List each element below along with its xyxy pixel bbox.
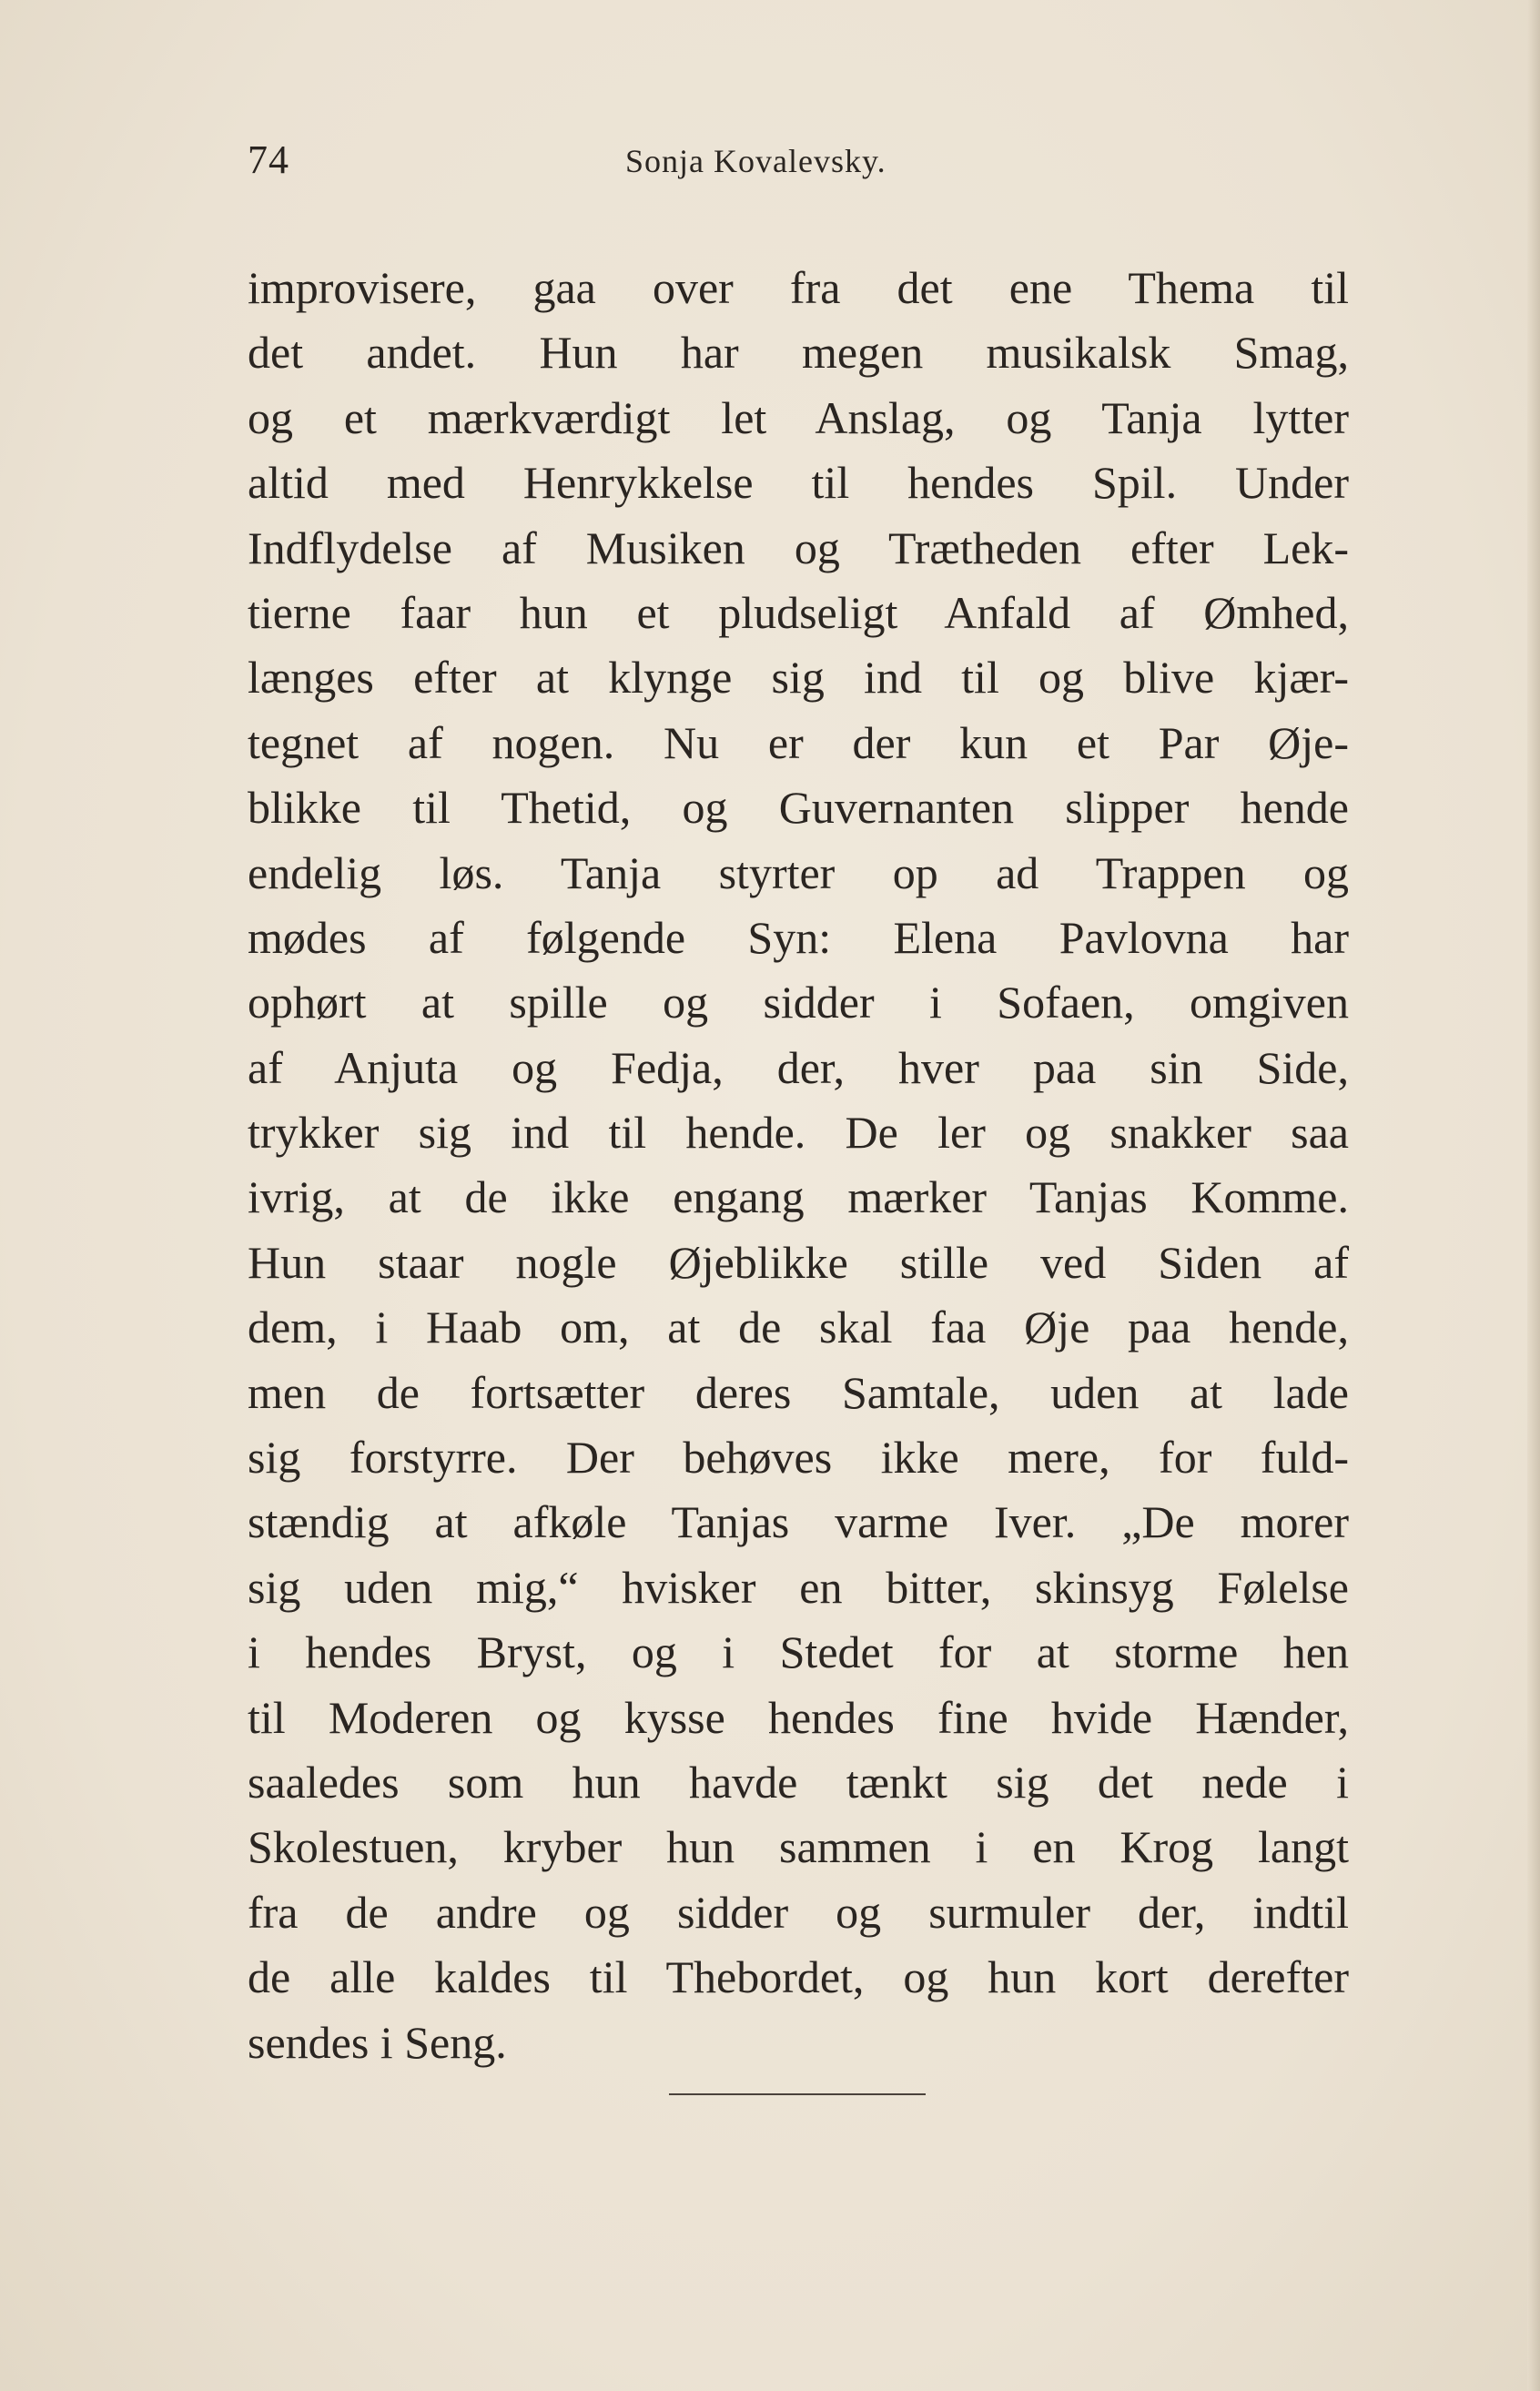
text-line: altid med Henrykkelse til hendes Spil. Under [248, 457, 1349, 509]
page-number: 74 [248, 137, 289, 182]
page-edge [1527, 0, 1540, 2391]
text-line: tierne faar hun et pludseligt Anfald af Ømhed, [248, 586, 1349, 638]
text-line: det andet. Hun har megen musikalsk Smag, [248, 327, 1349, 379]
text-line: i hendes Bryst, og i Stedet for at storme hen [248, 1626, 1349, 1678]
text-line: Indflydelse af Musiken og Trætheden efter Lek- [248, 522, 1349, 573]
text-line: de alle kaldes til Thebordet, og hun kort derefter [248, 1951, 1349, 2003]
text-line: sendes i Seng. [248, 2016, 507, 2068]
running-title: Sonja Kovalevsky. [625, 143, 887, 179]
text-line: fra de andre og sidder og surmuler der, indtil [248, 1886, 1349, 1938]
text-line: Hun staar nogle Øjeblikke stille ved Siden af [248, 1236, 1349, 1288]
text-line: stændig at afkøle Tanjas varme Iver. „De morer [248, 1496, 1349, 1548]
text-line: ivrig, at de ikke engang mærker Tanjas Komme. [248, 1171, 1349, 1223]
text-line: længes efter at klynge sig ind til og blive kjær- [248, 652, 1349, 704]
section-end-rule [669, 2093, 926, 2095]
text-line: sig forstyrre. Der behøves ikke mere, for fuld- [248, 1432, 1349, 1484]
text-line: ophørt at spille og sidder i Sofaen, omgiven [248, 977, 1349, 1028]
text-line: improvisere, gaa over fra det ene Thema til [248, 262, 1349, 313]
text-line: dem, i Haab om, at de skal faa Øje paa hende, [248, 1302, 1349, 1353]
text-line: saaledes som hun havde tænkt sig det nede i [248, 1756, 1349, 1808]
text-line: tegnet af nogen. Nu er der kun et Par Øje- [248, 716, 1349, 768]
text-line: sig uden mig,“ hvisker en bitter, skinsyg Følelse [248, 1561, 1349, 1613]
text-line: trykker sig ind til hende. De ler og snakker saa [248, 1107, 1349, 1159]
text-line: af Anjuta og Fedja, der, hver paa sin Side, [248, 1041, 1349, 1093]
text-line: endelig løs. Tanja styrter op ad Trappen og [248, 846, 1349, 898]
text-line: til Moderen og kysse hendes fine hvide Hænder, [248, 1691, 1349, 1743]
text-line: og et mærkværdigt let Anslag, og Tanja lytter [248, 391, 1349, 443]
page-header [248, 137, 1358, 191]
text-line: blikke til Thetid, og Guvernanten slipper hende [248, 782, 1349, 834]
text-line: Skolestuen, kryber hun sammen i en Krog langt [248, 1821, 1349, 1873]
text-line: mødes af følgende Syn: Elena Pavlovna har [248, 911, 1349, 963]
body-text [248, 256, 1349, 2075]
text-line: men de fortsætter deres Samtale, uden at lade [248, 1366, 1349, 1418]
